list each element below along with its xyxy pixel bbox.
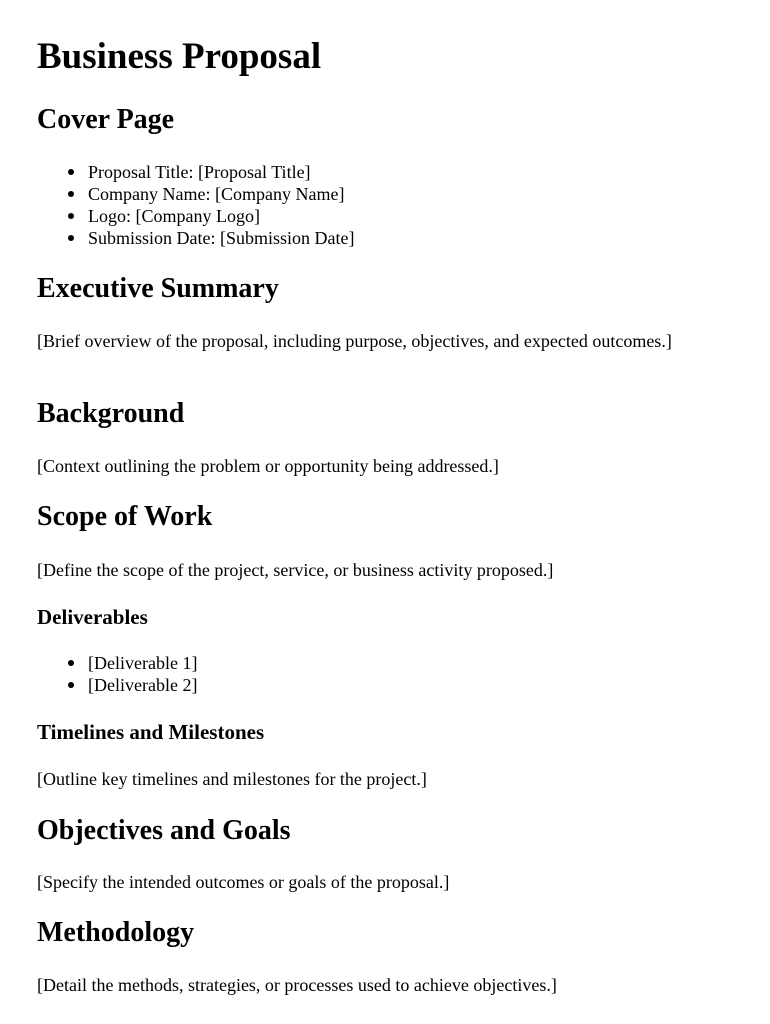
cover-page-heading: Cover Page	[37, 104, 175, 135]
list-item: [Deliverable 1]	[68, 652, 197, 674]
bullet-icon	[68, 213, 74, 219]
deliverables-list	[68, 652, 197, 696]
document-title: Business Proposal	[37, 36, 322, 77]
list-item: Proposal Title: [Proposal Title]	[68, 161, 355, 183]
executive-summary-heading: Executive Summary	[37, 273, 279, 304]
bullet-icon	[68, 191, 74, 197]
list-item: Logo: [Company Logo]	[68, 205, 355, 227]
timelines-text: [Outline key timelines and milestones for the project.]	[37, 769, 427, 789]
scope-of-work-text: [Define the scope of the project, service, or business activity proposed.]	[37, 560, 554, 580]
list-item: Company Name: [Company Name]	[68, 183, 355, 205]
cover-page-list	[68, 161, 355, 249]
methodology-text: [Detail the methods, strategies, or processes used to achieve objectives.]	[37, 975, 557, 995]
bullet-icon	[68, 169, 74, 175]
background-text: [Context outlining the problem or opportunity being addressed.]	[37, 456, 499, 476]
executive-summary-text: [Brief overview of the proposal, including purpose, objectives, and expected outcomes.]	[37, 331, 672, 351]
timelines-heading: Timelines and Milestones	[37, 720, 265, 744]
objectives-heading: Objectives and Goals	[37, 815, 291, 846]
deliverables-heading: Deliverables	[37, 605, 148, 629]
list-item: [Deliverable 2]	[68, 674, 197, 696]
bullet-icon	[68, 660, 74, 666]
bullet-icon	[68, 235, 74, 241]
bullet-icon	[68, 682, 74, 688]
scope-of-work-heading: Scope of Work	[37, 501, 213, 532]
objectives-text: [Specify the intended outcomes or goals of the proposal.]	[37, 872, 450, 892]
list-item: Submission Date: [Submission Date]	[68, 227, 355, 249]
methodology-heading: Methodology	[37, 917, 195, 948]
background-heading: Background	[37, 398, 185, 429]
